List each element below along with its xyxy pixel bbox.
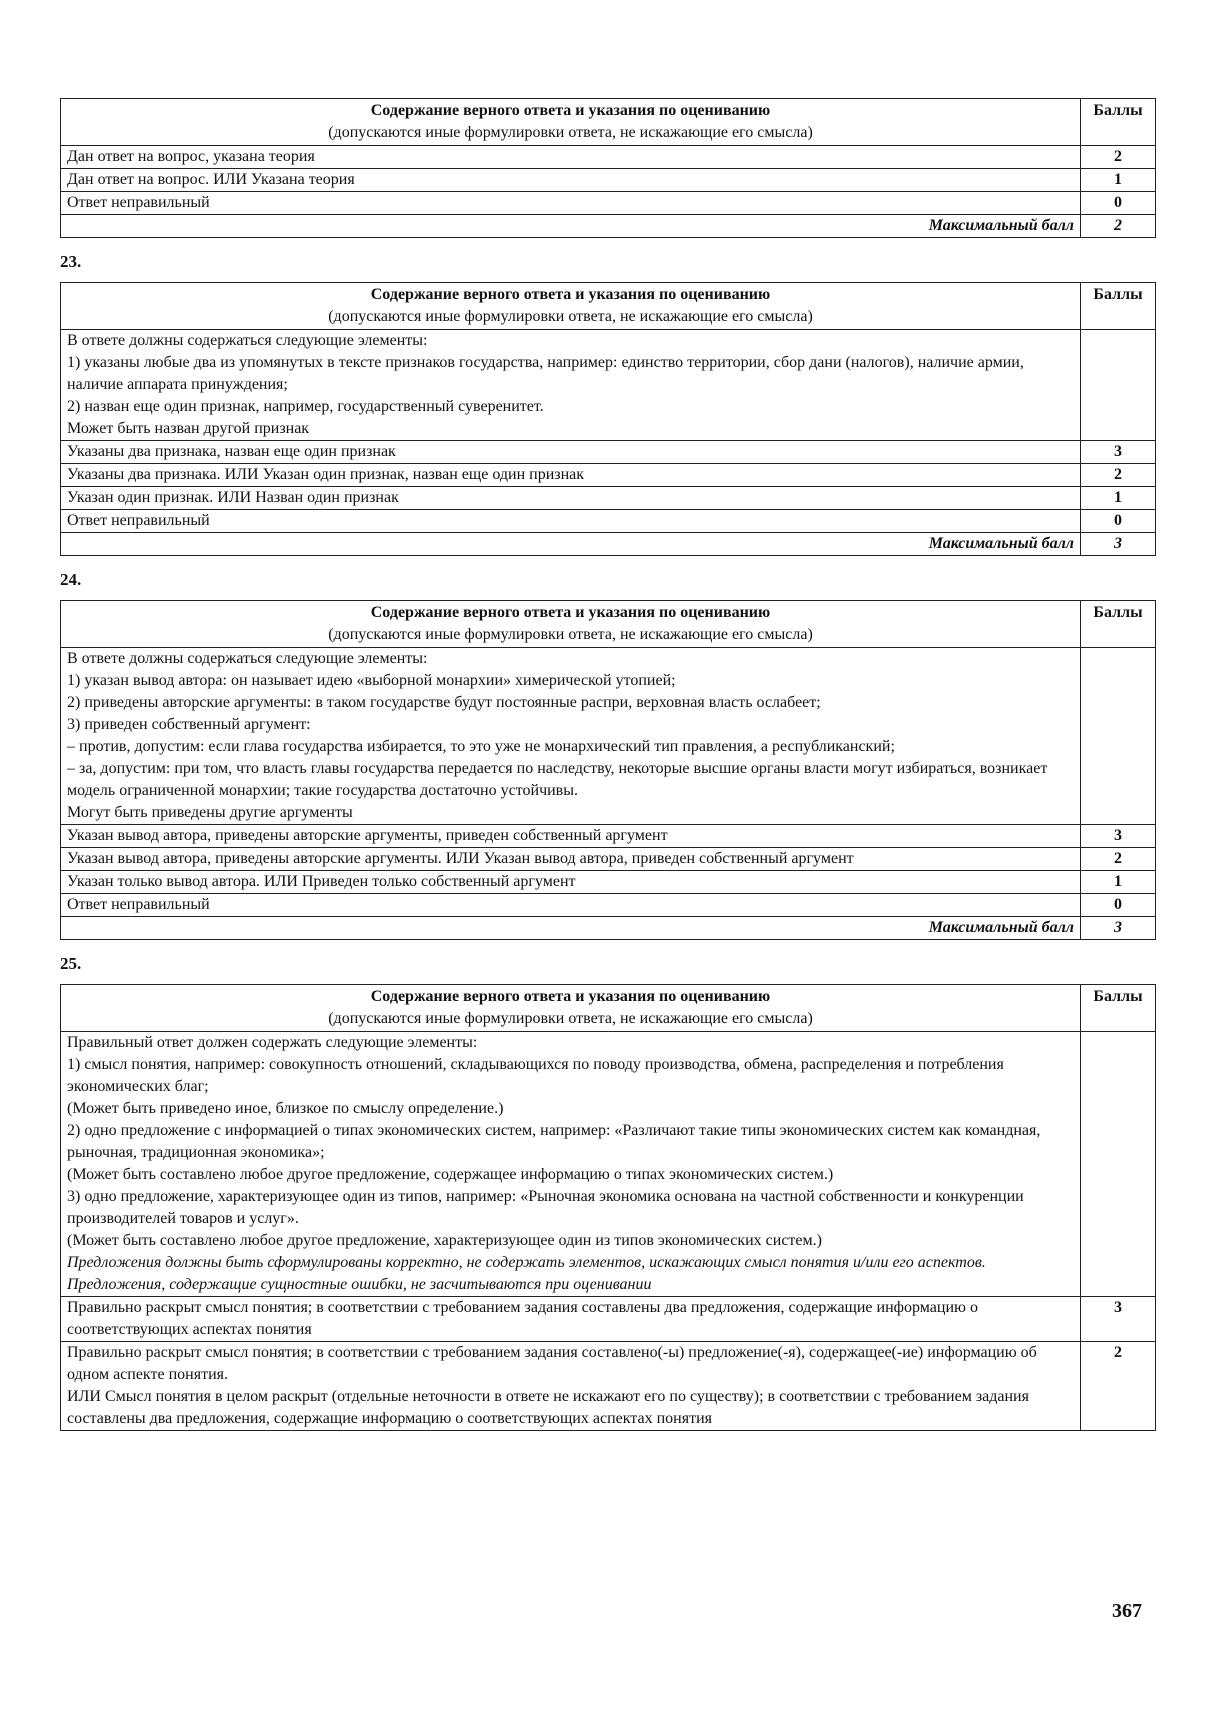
table-row [61, 510, 1156, 533]
criterion-text: Ответ неправильный [61, 894, 1081, 917]
points-value: 1 [1081, 169, 1156, 192]
q23-table [60, 282, 1156, 556]
content-line: Может быть назван другой признак [67, 420, 310, 437]
points-value: 2 [1081, 1342, 1156, 1431]
criterion-text: Указан вывод автора, приведены авторские аргументы. ИЛИ Указан вывод автора, приведен собственный аргумент [61, 848, 1081, 871]
points-value: 3 [1081, 1297, 1156, 1342]
points-empty [1081, 330, 1156, 441]
points-value: 3 [1081, 825, 1156, 848]
content-line: (Может быть составлено любое другое предложение, содержащее информацию о типах экономических систем.) [67, 1166, 834, 1183]
criterion-text: Ответ неправильный [61, 192, 1081, 215]
table-header [61, 985, 1081, 1032]
points-header: Баллы [1081, 601, 1156, 648]
points-value: 0 [1081, 894, 1156, 917]
criterion-text: Ответ неправильный [61, 510, 1081, 533]
header-subtitle: (допускаются иные формулировки ответа, не искажающие его смысла) [328, 1010, 813, 1027]
max-score-row [61, 917, 1156, 940]
question-number-25: 25. [60, 954, 82, 973]
header-subtitle: (допускаются иные формулировки ответа, не искажающие его смысла) [328, 308, 813, 325]
points-header: Баллы [1081, 99, 1156, 146]
table-row [61, 487, 1156, 510]
criterion-text: Указаны два признака, назван еще один признак [61, 441, 1081, 464]
criterion-line: Правильно раскрыт смысл понятия; в соответствии с требованием задания составлено(-ы) предложение(-я), содержащее(-ие) информацию об одном аспекте понятия. [67, 1344, 1037, 1383]
table-row [61, 1297, 1156, 1342]
q24-table [60, 600, 1156, 940]
content-line: В ответе должны содержаться следующие элементы: [67, 332, 428, 349]
content-line: 2) приведены авторские аргументы: в таком государстве будут постоянные распри, верховная власть ослабеет; [67, 694, 821, 711]
page-number: 367 [1112, 1600, 1142, 1622]
content-line: (Может быть составлено любое другое предложение, характеризующее один из типов экономических систем.) [67, 1232, 822, 1249]
criterion-text: Указан один признак. ИЛИ Назван один признак [61, 487, 1081, 510]
max-score-value: 2 [1081, 215, 1156, 238]
question-number-24: 24. [60, 570, 82, 589]
points-empty [1081, 648, 1156, 825]
answer-key-sheet [60, 98, 1156, 1431]
header-title: Содержание верного ответа и указания по оцениванию [370, 102, 771, 119]
points-value: 2 [1081, 146, 1156, 169]
header-title: Содержание верного ответа и указания по оцениванию [370, 286, 771, 303]
max-score-label: Максимальный балл [61, 533, 1081, 556]
table-row [61, 1342, 1156, 1431]
table-row [61, 146, 1156, 169]
points-value: 1 [1081, 871, 1156, 894]
answer-content [61, 330, 1081, 441]
criterion-text: Дан ответ на вопрос. ИЛИ Указана теория [61, 169, 1081, 192]
criterion-text [61, 1342, 1081, 1431]
table-header [61, 601, 1081, 648]
content-line: 2) назван еще один признак, например, государственный суверенитет. [67, 398, 544, 415]
content-row [61, 648, 1156, 825]
content-line-italic: Предложения должны быть сформулированы корректно, не содержать элементов, искажающих смысл понятия и/или его аспектов. [67, 1254, 986, 1271]
header-title: Содержание верного ответа и указания по оцениванию [370, 604, 771, 621]
criterion-line: ИЛИ Смысл понятия в целом раскрыт (отдельные неточности в ответе не искажают его по существу); в соответствии с требованием задания составлены два предложения, содержащие информацию о соответствующих аспектах понятия [67, 1388, 1029, 1427]
answer-content [61, 648, 1081, 825]
max-score-value: 3 [1081, 917, 1156, 940]
points-value: 2 [1081, 464, 1156, 487]
table-row [61, 848, 1156, 871]
content-line: 1) смысл понятия, например: совокупность отношений, складывающихся по поводу производства, обмена, распределения и потребления экономических благ; [67, 1056, 1004, 1095]
q25-table [60, 984, 1156, 1431]
points-value: 0 [1081, 510, 1156, 533]
content-line: 1) указан вывод автора: он называет идею «выборной монархии» химерической утопией; [67, 672, 676, 689]
content-row [61, 1032, 1156, 1297]
points-value: 3 [1081, 441, 1156, 464]
points-value: 1 [1081, 487, 1156, 510]
max-score-row [61, 533, 1156, 556]
content-line: 3) одно предложение, характеризующее один из типов, например: «Рыночная экономика основана на частной собственности и конкуренции производителей товаров и услуг». [67, 1188, 1024, 1227]
table-row [61, 871, 1156, 894]
table-row [61, 464, 1156, 487]
table-header [61, 283, 1081, 330]
criterion-text: Указан вывод автора, приведены авторские аргументы, приведен собственный аргумент [61, 825, 1081, 848]
points-header: Баллы [1081, 283, 1156, 330]
content-line: – за, допустим: при том, что власть главы государства передается по наследству, некоторые высшие органы власти могут избираться, возникает модель ограниченной монархии; такие государства достаточно устойчивы. [67, 760, 1048, 799]
content-line: 3) приведен собственный аргумент: [67, 716, 311, 733]
answer-content [61, 1032, 1081, 1297]
max-score-label: Максимальный балл [61, 215, 1081, 238]
table-row [61, 441, 1156, 464]
points-empty [1081, 1032, 1156, 1297]
content-row [61, 330, 1156, 441]
table-row [61, 192, 1156, 215]
criterion-text: Указаны два признака. ИЛИ Указан один признак, назван еще один признак [61, 464, 1081, 487]
table-row [61, 169, 1156, 192]
content-line: Могут быть приведены другие аргументы [67, 804, 353, 821]
content-line: Правильный ответ должен содержать следующие элементы: [67, 1034, 478, 1051]
max-score-row [61, 215, 1156, 238]
table-row [61, 894, 1156, 917]
content-line: 1) указаны любые два из упомянутых в тексте признаков государства, например: единство территории, сбор дани (налогов), наличие армии, наличие аппарата принуждения; [67, 354, 1024, 393]
points-value: 0 [1081, 192, 1156, 215]
header-subtitle: (допускаются иные формулировки ответа, не искажающие его смысла) [328, 626, 813, 643]
content-line: В ответе должны содержаться следующие элементы: [67, 650, 428, 667]
content-line-italic: Предложения, содержащие сущностные ошибки, не засчитываются при оценивании [67, 1276, 652, 1293]
max-score-label: Максимальный балл [61, 917, 1081, 940]
criterion-text: Правильно раскрыт смысл понятия; в соответствии с требованием задания составлены два предложения, содержащие информацию о соответствующих аспектах понятия [61, 1297, 1081, 1342]
q22-table [60, 98, 1156, 238]
table-row [61, 825, 1156, 848]
max-score-value: 3 [1081, 533, 1156, 556]
content-line: (Может быть приведено иное, близкое по смыслу определение.) [67, 1100, 504, 1117]
table-header [61, 99, 1081, 146]
header-subtitle: (допускаются иные формулировки ответа, не искажающие его смысла) [328, 124, 813, 141]
header-title: Содержание верного ответа и указания по оцениванию [370, 988, 771, 1005]
content-line: 2) одно предложение с информацией о типах экономических систем, например: «Различают такие типы экономических систем как командная, рыночная, традиционная экономика»; [67, 1122, 1041, 1161]
content-line: – против, допустим: если глава государства избирается, то это уже не монархический тип правления, а республиканский; [67, 738, 895, 755]
criterion-text: Дан ответ на вопрос, указана теория [61, 146, 1081, 169]
points-value: 2 [1081, 848, 1156, 871]
criterion-text: Указан только вывод автора. ИЛИ Приведен только собственный аргумент [61, 871, 1081, 894]
points-header: Баллы [1081, 985, 1156, 1032]
question-number-23: 23. [60, 252, 82, 271]
